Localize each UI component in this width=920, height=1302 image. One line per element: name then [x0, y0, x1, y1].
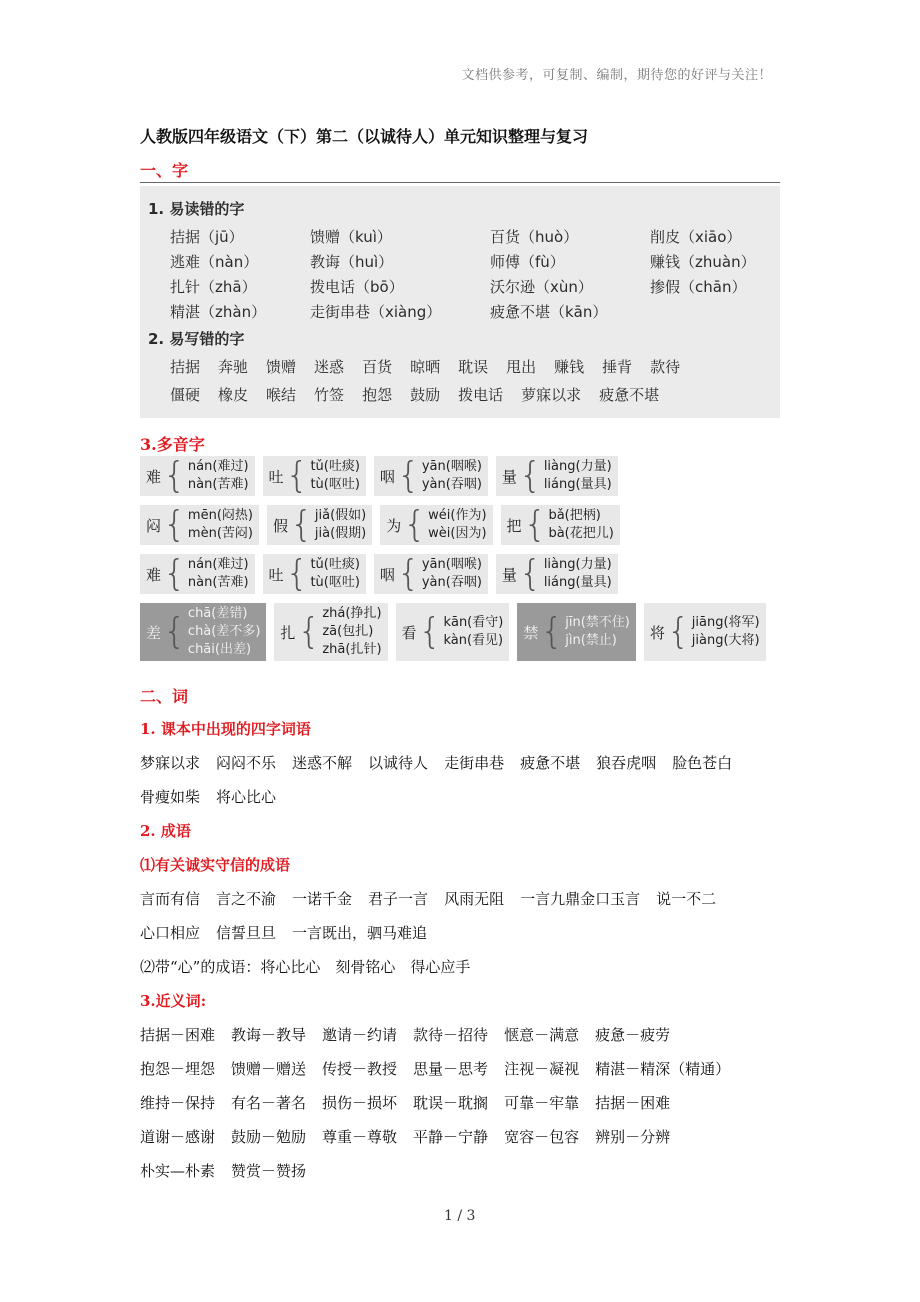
list-item: 道谢－感谢	[140, 1128, 216, 1146]
polyphone-entry	[496, 554, 618, 594]
reading-item: 师傅（fù）	[490, 253, 565, 271]
polyphone-readings	[188, 458, 249, 494]
reading-option: nán(难过)	[187, 557, 249, 572]
reading-option: jiàng(大将)	[691, 633, 760, 648]
scan-heading-miswritten: 2. 易写错的字	[148, 330, 245, 348]
synonyms-line-3	[140, 1092, 686, 1113]
subheading-four-char: 1. 课本中出现的四字词语	[140, 720, 311, 738]
list-item: 狼吞虎咽	[596, 754, 657, 772]
polyphone-readings	[422, 556, 482, 592]
polyphone-character: 难	[146, 467, 162, 486]
list-item: 拮据－困难	[595, 1094, 671, 1112]
polyphone-character: 把	[506, 516, 522, 535]
polyphone-readings	[443, 614, 503, 650]
reading-item: 扎针（zhā）	[170, 278, 257, 296]
synonyms-line-2	[140, 1058, 746, 1079]
list-item: 鼓励－勉励	[231, 1128, 307, 1146]
brace-icon: {	[163, 504, 186, 545]
polyphone-character: 扎	[280, 623, 296, 642]
reading-option: tù(呕吐)	[310, 575, 360, 590]
heart-idioms-line: ⑵带“心”的成语：将心比心 刻骨铭心 得心应手	[140, 958, 471, 976]
polyphone-character: 咽	[379, 467, 395, 486]
reading-option: liàng(力量)	[543, 459, 612, 474]
reading-item: 赚钱（zhuàn）	[650, 253, 756, 271]
scanned-character-table	[140, 186, 780, 418]
reading-option: kàn(看见)	[443, 633, 504, 648]
list-item: 说一不二	[656, 890, 717, 908]
reading-option: tǔ(吐痰)	[310, 557, 360, 572]
section-heading-characters: 一、字	[140, 161, 189, 180]
list-item: 言而有信	[140, 890, 201, 908]
word: 竹签	[314, 386, 345, 404]
reading-item: 精湛（zhàn）	[170, 303, 267, 321]
list-item: 教诲－教导	[231, 1026, 307, 1044]
reading-item: 馈赠（kuì）	[310, 228, 392, 246]
polyphone-character: 难	[146, 565, 162, 584]
reading-option: bǎ(把柄)	[548, 508, 601, 523]
polyphone-entry	[380, 505, 492, 545]
brace-icon: {	[518, 553, 542, 594]
polyphone-entry	[501, 505, 620, 545]
reading-option: jià(假期)	[314, 526, 367, 541]
word: 疲惫不堪	[599, 386, 660, 404]
list-item: 风雨无阻	[444, 890, 505, 908]
miswritten-row-1	[170, 356, 770, 377]
word: 奔驰	[218, 358, 249, 376]
reading-option: nàn(苦难)	[187, 575, 249, 590]
polyphone-entry	[396, 603, 510, 661]
synonyms-line-5	[140, 1160, 322, 1181]
reading-item: 掺假（chān）	[650, 278, 747, 296]
polyphone-character: 差	[146, 623, 162, 642]
brace-icon: {	[418, 611, 442, 652]
reading-option: nàn(苦难)	[187, 477, 249, 492]
reading-option: jīn(禁不住)	[565, 615, 630, 630]
word: 抱怨	[362, 386, 393, 404]
polyphone-readings	[315, 507, 366, 543]
brace-icon: {	[163, 455, 186, 496]
reading-option: zhá(挣扎)	[322, 606, 382, 621]
brace-icon: {	[666, 611, 690, 652]
polyphone-readings	[322, 605, 381, 659]
reading-option: yān(咽喉)	[421, 459, 482, 474]
list-item: 朴实—朴素	[140, 1162, 216, 1180]
reading-item: 削皮（xiāo）	[650, 228, 742, 246]
list-item: 抱怨－埋怨	[140, 1060, 216, 1078]
list-item: 将心比心	[216, 788, 277, 806]
polyphone-readings	[422, 458, 482, 494]
word: 捶背	[602, 358, 633, 376]
polyphone-entry	[263, 554, 366, 594]
brace-icon: {	[518, 455, 542, 496]
brace-icon: {	[523, 504, 547, 545]
polyphone-readings	[310, 458, 359, 494]
polyphone-readings	[548, 507, 613, 543]
brace-icon: {	[297, 611, 321, 652]
word: 鼓励	[410, 386, 441, 404]
polyphone-entry	[374, 456, 488, 496]
polyphone-character: 吐	[268, 565, 284, 584]
polyphone-readings	[544, 458, 612, 494]
reading-option: bà(花把儿)	[548, 526, 614, 541]
divider	[140, 182, 780, 183]
polyphone-readings	[565, 614, 630, 650]
word: 晾晒	[410, 358, 441, 376]
word: 喉结	[266, 386, 297, 404]
polyphone-entry	[267, 505, 372, 545]
reading-option: nán(难过)	[187, 459, 249, 474]
reading-option: liáng(量具)	[543, 477, 612, 492]
list-item: 拮据－困难	[140, 1026, 216, 1044]
polyphone-character: 量	[501, 565, 517, 584]
section-heading-polyphones: 3.多音字	[140, 435, 205, 454]
header-note: 文档供参考，可复制、编制，期待您的好评与关注！	[461, 68, 772, 83]
reading-option: liáng(量具)	[543, 575, 612, 590]
idioms-line-2	[140, 922, 443, 943]
word: 萝寐以求	[521, 386, 582, 404]
polyphone-row-1	[140, 456, 618, 496]
polyphone-row-4	[140, 603, 766, 661]
polyphone-character: 假	[272, 516, 288, 535]
polyphone-entry	[140, 554, 255, 594]
word: 赚钱	[554, 358, 585, 376]
brace-icon: {	[403, 504, 427, 545]
word: 僵硬	[170, 386, 201, 404]
list-item: 信誓旦旦	[216, 924, 277, 942]
polyphone-entry	[644, 603, 766, 661]
polyphone-readings	[188, 556, 249, 592]
polyphone-character: 闷	[146, 516, 162, 535]
word: 橡皮	[218, 386, 249, 404]
page-number: 1 / 3	[444, 1208, 476, 1224]
section-heading-words: 二、词	[140, 687, 189, 706]
reading-item: 教诲（huì）	[310, 253, 394, 271]
list-item: 一言既出，驷马难追	[292, 924, 428, 942]
polyphone-row-3	[140, 554, 618, 594]
document-title: 人教版四年级语文（下）第二（以诚待人）单元知识整理与复习	[140, 127, 589, 146]
list-item: 精湛－精深（精通）	[595, 1060, 731, 1078]
polyphone-character: 吐	[268, 467, 284, 486]
brace-icon: {	[285, 553, 309, 594]
word: 百货	[362, 358, 393, 376]
reading-option: wèi(因为)	[428, 526, 487, 541]
polyphone-entry	[374, 554, 488, 594]
polyphone-entry	[140, 603, 266, 661]
list-item: 一诺千金	[292, 890, 353, 908]
polyphone-readings	[544, 556, 612, 592]
reading-option: jiǎ(假如)	[314, 508, 367, 523]
reading-item: 走街串巷（xiàng）	[310, 303, 442, 321]
list-item: 心口相应	[140, 924, 201, 942]
reading-option: jìn(禁止)	[565, 633, 617, 648]
list-item: 传授－教授	[322, 1060, 398, 1078]
list-item: 赞赏－赞扬	[231, 1162, 307, 1180]
polyphone-row-2	[140, 505, 620, 545]
polyphone-entry	[140, 456, 255, 496]
list-item: 一言九鼎金口玉言	[520, 890, 641, 908]
miswritten-row-2	[170, 384, 770, 405]
subheading-idioms: 2. 成语	[140, 822, 191, 840]
list-item: 注视－凝视	[504, 1060, 580, 1078]
reading-option: liàng(力量)	[543, 557, 612, 572]
polyphone-readings	[188, 605, 261, 659]
brace-icon: {	[285, 455, 309, 496]
list-item: 宽容－包容	[504, 1128, 580, 1146]
reading-item: 拨电话（bō）	[310, 278, 404, 296]
synonyms-line-1	[140, 1024, 686, 1045]
list-item: 惬意－满意	[504, 1026, 580, 1044]
reading-option: kān(看守)	[443, 615, 504, 630]
list-item: 骨瘦如柴	[140, 788, 201, 806]
list-item: 馈赠－赠送	[231, 1060, 307, 1078]
subheading-synonyms: 3.近义词:	[140, 992, 207, 1010]
list-item: 耽误－耽搁	[413, 1094, 489, 1112]
polyphone-readings	[188, 507, 253, 543]
polyphone-entry	[263, 456, 366, 496]
misread-character-grid	[170, 226, 770, 322]
scan-heading-misread: 1. 易读错的字	[148, 200, 245, 218]
brace-icon: {	[540, 611, 564, 652]
list-item: 维持－保持	[140, 1094, 216, 1112]
polyphone-character: 将	[649, 623, 665, 642]
brace-icon: {	[396, 455, 420, 496]
reading-item	[650, 301, 770, 322]
reading-item: 逃难（nàn）	[170, 253, 259, 271]
subheading-honesty-idioms: ⑴有关诚实守信的成语	[140, 856, 291, 874]
polyphone-entry	[517, 603, 636, 661]
synonyms-line-4	[140, 1126, 686, 1147]
list-item: 款待－招待	[413, 1026, 489, 1044]
word: 拨电话	[458, 386, 504, 404]
reading-option: yān(咽喉)	[421, 557, 482, 572]
reading-option: jiāng(将军)	[691, 615, 760, 630]
word: 款待	[650, 358, 681, 376]
reading-option: chà(差不多)	[187, 624, 261, 639]
list-item: 走街串巷	[444, 754, 505, 772]
reading-option: wéi(作为)	[428, 508, 487, 523]
polyphone-readings	[310, 556, 359, 592]
word: 甩出	[506, 358, 537, 376]
reading-item: 疲惫不堪（kān）	[490, 303, 608, 321]
reading-option: tù(呕吐)	[310, 477, 360, 492]
polyphone-character: 为	[386, 516, 402, 535]
reading-option: chā(差错)	[187, 606, 248, 621]
polyphone-character: 量	[501, 467, 517, 486]
list-item: 迷惑不解	[292, 754, 353, 772]
reading-item: 沃尔逊（xùn）	[490, 278, 593, 296]
reading-option: yàn(吞咽)	[421, 477, 482, 492]
list-item: 梦寐以求	[140, 754, 201, 772]
reading-option: yàn(吞咽)	[421, 575, 482, 590]
brace-icon: {	[396, 553, 420, 594]
list-item: 疲惫－疲劳	[595, 1026, 671, 1044]
list-item: 脸色苍白	[672, 754, 733, 772]
polyphone-character: 禁	[523, 623, 539, 642]
polyphone-readings	[428, 507, 486, 543]
reading-option: mèn(苦闷)	[187, 526, 253, 541]
four-char-line-1	[140, 752, 748, 773]
list-item: 君子一言	[368, 890, 429, 908]
reading-item: 拮据（jū）	[170, 228, 244, 246]
reading-option: tǔ(吐痰)	[310, 459, 360, 474]
reading-option: zhā(扎针)	[322, 642, 382, 657]
list-item: 以诚待人	[368, 754, 429, 772]
list-item: 可靠－牢靠	[504, 1094, 580, 1112]
word: 迷惑	[314, 358, 345, 376]
polyphone-readings	[692, 614, 760, 650]
list-item: 辨别－分辨	[595, 1128, 671, 1146]
four-char-line-2	[140, 786, 292, 807]
word: 耽误	[458, 358, 489, 376]
polyphone-entry	[140, 505, 259, 545]
list-item: 疲惫不堪	[520, 754, 581, 772]
list-item: 思量－思考	[413, 1060, 489, 1078]
list-item: 邀请－约请	[322, 1026, 398, 1044]
list-item: 尊重－尊敬	[322, 1128, 398, 1146]
polyphone-entry	[496, 456, 618, 496]
reading-option: mēn(闷热)	[187, 508, 253, 523]
word: 拮据	[170, 358, 201, 376]
reading-option: chāi(出差)	[187, 642, 252, 657]
list-item: 有名－著名	[231, 1094, 307, 1112]
brace-icon: {	[289, 504, 313, 545]
idioms-line-1	[140, 888, 732, 909]
reading-option: zā(包扎)	[322, 624, 374, 639]
list-item: 言之不渝	[216, 890, 277, 908]
polyphone-entry	[274, 603, 387, 661]
reading-item: 百货（huò）	[490, 228, 579, 246]
word: 馈赠	[266, 358, 297, 376]
list-item: 平静－宁静	[413, 1128, 489, 1146]
polyphone-character: 咽	[379, 565, 395, 584]
brace-icon: {	[163, 553, 186, 594]
polyphone-character: 看	[401, 623, 417, 642]
list-item: 闷闷不乐	[216, 754, 277, 772]
list-item: 损伤－损坏	[322, 1094, 398, 1112]
brace-icon: {	[163, 611, 186, 652]
